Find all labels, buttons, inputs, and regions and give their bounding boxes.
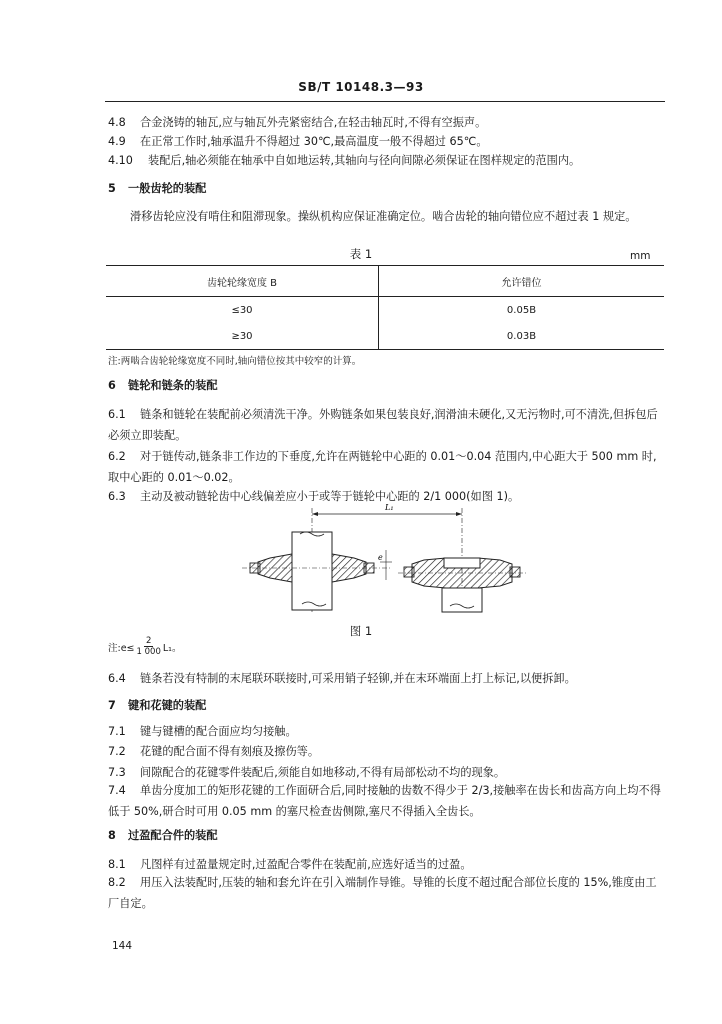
header-rule bbox=[105, 101, 665, 102]
clause-7-1: 7.1 键与键槽的配合面应均匀接触。 bbox=[108, 725, 297, 738]
left-sprocket bbox=[250, 532, 374, 610]
table-header-cell: 齿轮轮缘宽度 B bbox=[106, 266, 379, 297]
clause-4-10: 4.10 装配后,轴必须能在轴承中自如地运转,其轴向与径向间隙必须保证在图样规定的范围内。 bbox=[108, 154, 581, 167]
section-8-heading: 8 过盈配合件的装配 bbox=[108, 829, 218, 842]
clause-8-2: 8.2 用压入法装配时,压装的轴和套允许在引入端制作导锥。导锥的长度不超过配合部位长度的 15%,锥度由工厂自定。 bbox=[108, 876, 657, 910]
clause-4-9: 4.9 在正常工作时,轴承温升不得超过 30℃,最高温度一般不得超过 65℃。 bbox=[108, 135, 488, 148]
table-cell: ≤30 bbox=[106, 297, 379, 324]
table-note: 注:两啮合齿轮轮缘宽度不同时,轴向错位按其中较窄的计算。 bbox=[108, 356, 362, 367]
table-row bbox=[106, 323, 664, 350]
figure-1-formula: 注:e≤ $\frac{2}{1 000}$ L₁。 bbox=[108, 636, 182, 657]
clause-6-3: 6.3 主动及被动链轮齿中心线偏差应小于或等于链轮中心距的 2/1 000(如图 1)。 bbox=[108, 490, 520, 503]
section-6-heading: 6 链轮和链条的装配 bbox=[108, 379, 218, 392]
table-header-row bbox=[106, 266, 664, 297]
figure-1-sprockets bbox=[240, 500, 530, 624]
page-number: 144 bbox=[112, 940, 133, 952]
label-e: e bbox=[378, 553, 383, 562]
arrow-right bbox=[456, 512, 462, 516]
page-header: SB/T 10148.3—93 bbox=[298, 80, 424, 94]
clause-7-2: 7.2 花键的配合面不得有刻痕及擦伤等。 bbox=[108, 745, 320, 758]
table-row bbox=[106, 297, 664, 324]
clause-7-4: 7.4 单齿分度加工的矩形花键的工作面研合后,同时接触的齿数不得少于 2/3,接触率在齿长和齿高方向上均不得低于 50%,研合时可用 0.05 mm 的塞尺检查齿侧隙,塞尺不得插入全齿长。 bbox=[108, 784, 661, 818]
table-1-title: 表 1 bbox=[349, 247, 373, 261]
table-header-cell: 允许错位 bbox=[379, 266, 665, 297]
right-sprocket bbox=[404, 558, 520, 612]
table-cell: 0.05B bbox=[506, 304, 537, 316]
figure-1-caption: 图 1 bbox=[349, 624, 373, 638]
clause-6-2: 6.2 对于链传动,链条非工作边的下垂度,允许在两链轮中心距的 0.01～0.04 范围内,中心距大于 500 mm 时,取中心距的 0.01～0.02。 bbox=[108, 450, 657, 484]
clause-4-8: 4.8 合金浇铸的轴瓦,应与轴瓦外壳紧密结合,在轻击轴瓦时,不得有空振声。 bbox=[108, 116, 487, 129]
table-cell: 0.03B bbox=[379, 323, 665, 350]
table-cell: ≥30 bbox=[106, 323, 379, 350]
label-L1: L₁ bbox=[385, 503, 394, 512]
fraction: $\frac{2}{1 000}$ bbox=[136, 636, 161, 657]
clause-7-3: 7.3 间隙配合的花键零件装配后,须能自如地移动,不得有局部松动不均的现象。 bbox=[108, 766, 506, 779]
section-5-paragraph: 滑移齿轮应没有啃住和阻滞现象。操纵机构应保证准确定位。啮合齿轮的轴向错位应不超过表 1 规定。 bbox=[130, 210, 637, 223]
table-1-unit: mm bbox=[630, 250, 651, 262]
clause-8-1: 8.1 凡图样有过盈量规定时,过盈配合零件在装配前,应选好适当的过盈。 bbox=[108, 858, 472, 871]
clause-6-1: 6.1 链条和链轮在装配前必须清洗干净。外购链条如果包装良好,润滑油未硬化,又无污物时,可不清洗,但拆包后必须立即装配。 bbox=[108, 408, 658, 442]
section-7-heading: 7 键和花键的装配 bbox=[108, 699, 207, 712]
clause-6-4: 6.4 链条若没有特制的末尾联环联接时,可采用销子轻铆,并在末环端面上打上标记,以便拆卸。 bbox=[108, 672, 576, 685]
section-5-heading: 5 一般齿轮的装配 bbox=[108, 182, 207, 195]
arrow-left bbox=[312, 512, 318, 516]
table-1 bbox=[106, 265, 664, 350]
